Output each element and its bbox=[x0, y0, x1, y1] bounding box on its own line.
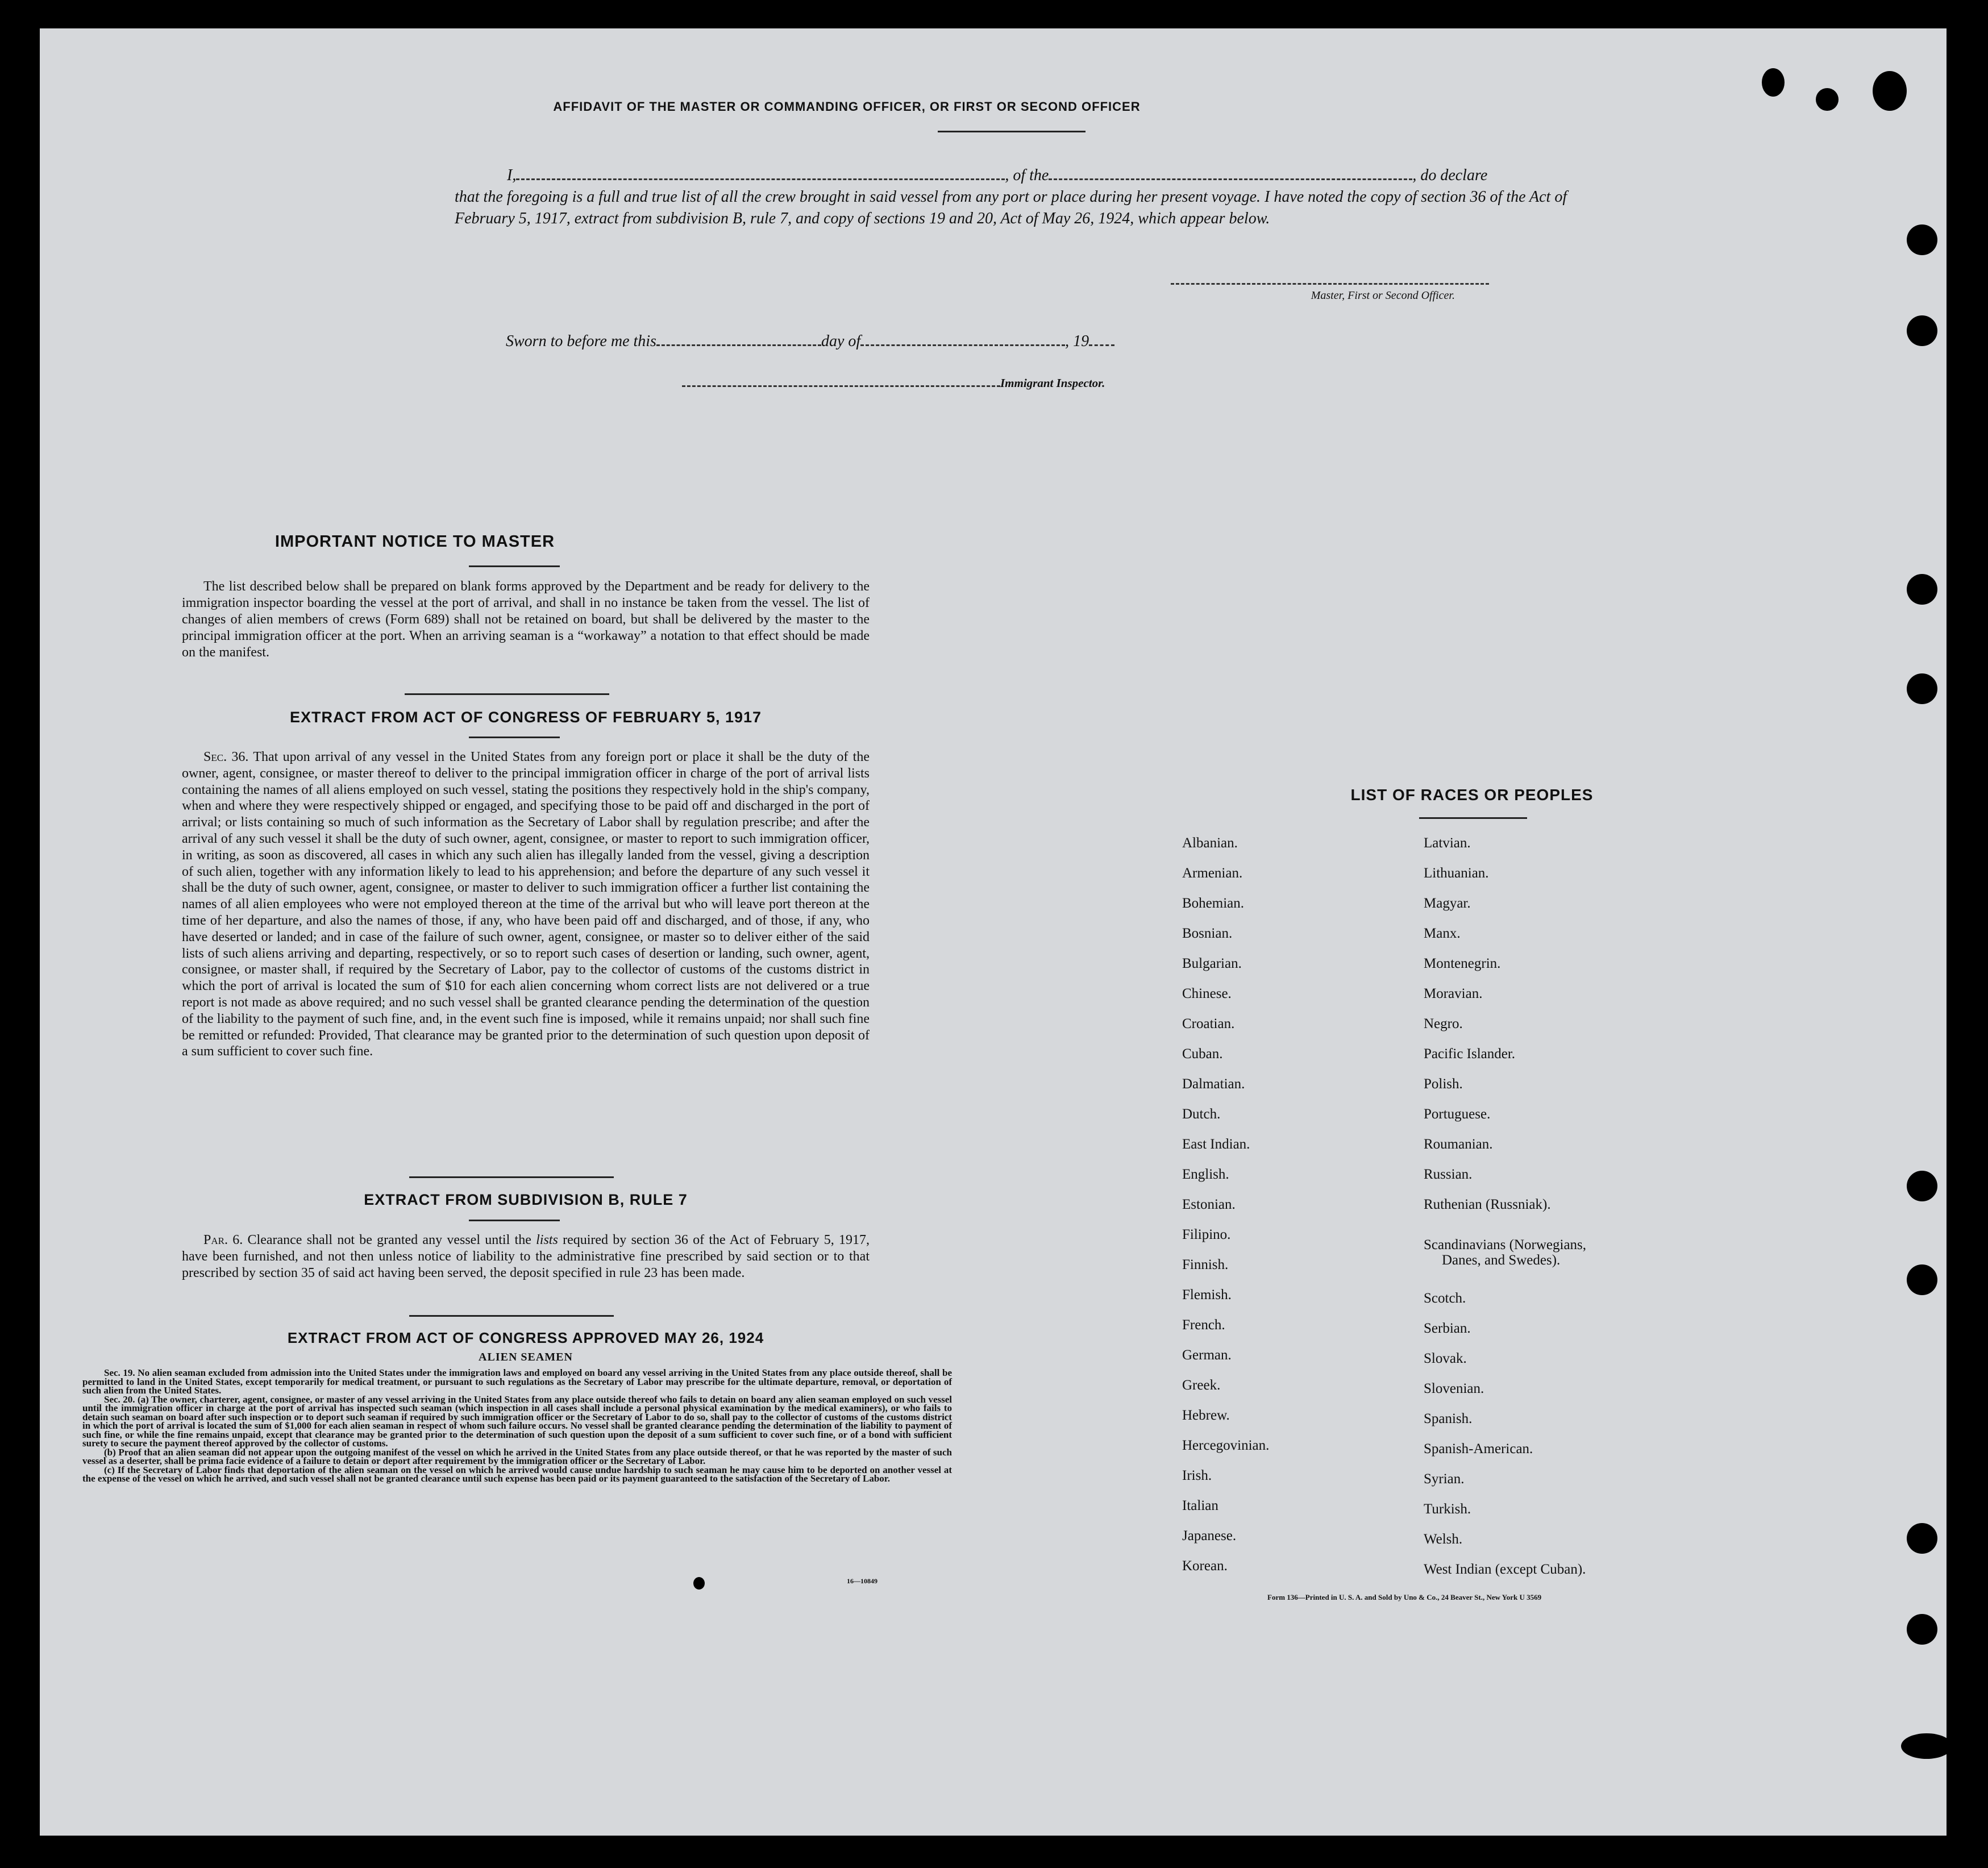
list-item: Spanish-American. bbox=[1424, 1441, 1533, 1457]
list-item: Irish. bbox=[1182, 1468, 1212, 1483]
list-item: Polish. bbox=[1424, 1076, 1463, 1092]
extract-1924-heading: EXTRACT FROM ACT OF CONGRESS APPROVED MAY 26, 1924 bbox=[287, 1329, 764, 1346]
extract-1924-text: Sec. 19. No alien seaman excluded from admission into the United States under the immigration laws and employed on board any vessel arriving in the United States from any place outside thereof, shall be permitted to land in the United States, except temporarily for medical treatment, or pursuant to such regulations as the Secretary of Labor may prescribe for the ultimate departure, removal, or deportation of such alien from the United States. Sec. 20. (a) The owner, charterer, agent, consignee, or master of any vessel arriving in the United States from any place outside thereof who fails to detain on board any alien seaman employed on such vessel until the immigration officer in charge at the port of arrival has inspected such seaman (which inspection in all cases shall include a personal physical examination by the medical examiners), or who fails to detain such seaman on board after such inspection or to deport such seaman if required by such immigration officer or the Secretary of Labor to do so, shall pay to the collector of customs of the customs district in which the port of arrival is located the sum of $1,000 for each alien seaman in respect of whom such failure occurs. No vessel shall be granted clearance pending the determination of the liability to payment of such fine, or while the fine remains unpaid, except that clearance may be granted prior to the determination of such question upon the deposit of a sum sufficient to cover such fine, or of a bond with sufficient surety to secure the payment thereof approved by the collector of customs. (b) Proof that an alien seaman did not appear upon the outgoing manifest of the vessel on which he arrived in the United States from any place outside thereof, or that he was reported by the master of such vessel as a deserter, shall be prima facie evidence of a failure to detain or deport after requirement by the immigration officer or the Secretary of Labor. (c) If the Secretary of Labor finds that deportation of the alien seaman on the vessel on which he arrived would cause undue hardship to such seaman he may cause him to be deported on another vessel at the expense of the vessel on which he arrived, and such vessel shall not be granted clearance until such expense has been paid or its payment guaranteed to the satisfaction of the Secretary of Labor. bbox=[82, 1367, 952, 1484]
list-item: Albanian. bbox=[1182, 835, 1238, 851]
list-item: Flemish. bbox=[1182, 1287, 1232, 1303]
list-item: Chinese. bbox=[1182, 986, 1232, 1001]
list-item: West Indian (except Cuban). bbox=[1424, 1562, 1586, 1577]
list-item: Finnish. bbox=[1182, 1257, 1229, 1272]
alien-seamen-subheading: ALIEN SEAMEN bbox=[479, 1351, 573, 1363]
list-item: Slovak. bbox=[1424, 1351, 1467, 1366]
printer-footer: Form 136—Printed in U. S. A. and Sold by Uno & Co., 24 Beaver St., New York U 3569 bbox=[1267, 1593, 1542, 1601]
list-item: Syrian. bbox=[1424, 1471, 1465, 1487]
list-item: Armenian. bbox=[1182, 866, 1243, 881]
list-item: Serbian. bbox=[1424, 1321, 1471, 1336]
punch-hole bbox=[1907, 574, 1937, 605]
ink-stain bbox=[693, 1577, 705, 1590]
ink-stain bbox=[1901, 1733, 1952, 1759]
list-item: French. bbox=[1182, 1317, 1225, 1333]
list-item: Scandinavians (Norwegians, Danes, and Swedes). bbox=[1424, 1237, 1587, 1268]
master-signature-line: Master, First or Second Officer. bbox=[1171, 278, 1489, 302]
list-item: Cuban. bbox=[1182, 1046, 1223, 1062]
races-heading: LIST OF RACES OR PEOPLES bbox=[1350, 786, 1594, 804]
ink-stain bbox=[1816, 88, 1839, 111]
list-item: Croatian. bbox=[1182, 1016, 1235, 1031]
list-item: Hebrew. bbox=[1182, 1408, 1230, 1423]
list-item: Welsh. bbox=[1424, 1532, 1463, 1547]
rule7-heading: EXTRACT FROM SUBDIVISION B, RULE 7 bbox=[364, 1191, 688, 1208]
list-item: Filipino. bbox=[1182, 1227, 1231, 1242]
immigrant-inspector-line: Immigrant Inspector. bbox=[682, 376, 1105, 390]
divider bbox=[938, 131, 1086, 132]
list-item: Bulgarian. bbox=[1182, 956, 1242, 971]
divider bbox=[469, 565, 560, 567]
list-item: Roumanian. bbox=[1424, 1137, 1493, 1152]
list-item: Japanese. bbox=[1182, 1528, 1237, 1544]
extract-1917-text: Sec. 36. That upon arrival of any vessel in the United States from any foreign port or place it shall be the duty of the owner, agent, consignee, or master thereof to deliver to the principal immigration officer in charge of the port of arrival lists containing the names of all aliens employed on such vessel, stating the positions they respectively hold in the ship's company, when and where they were respectively shipped or engaged, and specifying those to be paid off and discharged in the port of arrival; or lists containing so much of such information as the Secretary of Labor shall by regulation prescribe; and after the arrival of any such vessel it shall be the duty of such owner, agent, consignee, or master to report to such immigration officer, in writing, as soon as discovered, all cases in which any such alien has illegally landed from the vessel, giving a description of such alien, together with any information likely to lead to his apprehension; and before the departure of any such vessel it shall be the duty of such owner, agent, consignee, or master to deliver to such immigration officer a further list containing the names of all alien employees who were not employed thereon at the time of the arrival but who will leave port thereon at the time of her departure, and also the names of those, if any, who have been paid off and discharged, and of those, if any, who have deserted or landed; and in case of the failure of such owner, agent, consignee, or master so to deliver either of the said lists of such aliens arriving and departing, respectively, or so to report such cases of desertion or landing, such owner, agent, consignee, or master shall, if required by the Secretary of Labor, pay to the collector of customs of the customs district in which the port of arrival is located the sum of $10 for each alien concerning whom correct lists are not delivered or a true report is not made as above required; and no such vessel shall be granted clearance pending the determination of the question of the liability to the payment of such fine, and, in the event such fine is imposed, while it remains unpaid; nor shall such fine be remitted or refunded: Provided, That clearance may be granted prior to the determination of such question upon deposit of a sum sufficient to cover such fine. bbox=[182, 750, 870, 1059]
list-item: German. bbox=[1182, 1347, 1232, 1363]
punch-hole bbox=[1907, 315, 1937, 346]
list-item: Pacific Islander. bbox=[1424, 1046, 1516, 1062]
list-item: Spanish. bbox=[1424, 1411, 1473, 1426]
list-item: Dutch. bbox=[1182, 1106, 1221, 1122]
list-item: Bohemian. bbox=[1182, 896, 1245, 911]
affidavit-text: that the foregoing is a full and true list of all the crew brought in said vessel from any port or place during her present voyage. I have noted the copy of section 36 of the Act of February 5, 1917, extract from subdivision B, rule 7, and copy of sections 19 and 20, Act of May 26, 1924, which appear below. bbox=[455, 188, 1567, 227]
divider bbox=[405, 693, 609, 695]
list-item: Italian bbox=[1182, 1498, 1218, 1513]
list-item: Slovenian. bbox=[1424, 1381, 1484, 1396]
notice-text: The list described below shall be prepared on blank forms approved by the Department and be ready for delivery to the immigration inspector boarding the vessel at the port of arrival, and shall in no instance be taken from the vessel. The list of changes of alien members of crews (Form 689) shall not be retained on board, but shall be delivered by the master to the principal immigration officer at the port. When an arriving seaman is a “workaway” a notation to that effect should be made on the manifest. bbox=[182, 579, 870, 660]
divider bbox=[409, 1315, 614, 1317]
list-item: East Indian. bbox=[1182, 1137, 1250, 1152]
ink-stain bbox=[1873, 71, 1907, 111]
list-item: Bosnian. bbox=[1182, 926, 1233, 941]
divider bbox=[469, 1220, 560, 1221]
punch-hole bbox=[1907, 224, 1937, 255]
list-item: Estonian. bbox=[1182, 1197, 1236, 1212]
punch-hole bbox=[1907, 1171, 1937, 1201]
list-item: Lithuanian. bbox=[1424, 866, 1489, 881]
notice-heading: IMPORTANT NOTICE TO MASTER bbox=[275, 532, 555, 551]
affidavit-title: AFFIDAVIT OF THE MASTER OR COMMANDING OFFICER, OR FIRST OR SECOND OFFICER bbox=[553, 99, 1141, 114]
list-item: Korean. bbox=[1182, 1558, 1228, 1574]
punch-hole bbox=[1907, 673, 1937, 704]
punch-hole bbox=[1907, 1264, 1937, 1295]
list-item: Latvian. bbox=[1424, 835, 1471, 851]
punch-hole bbox=[1907, 1523, 1937, 1554]
list-item: Greek. bbox=[1182, 1378, 1221, 1393]
rule7-text: Par. 6. Clearance shall not be granted any vessel until the lists required by section 36 of the Act of February 5, 1917, have been furnished, and not then unless notice of liability to the administrative fine prescribed by said section or to that prescribed by section 35 of said act having been served, the deposit specified in rule 23 has been made. bbox=[182, 1233, 870, 1280]
list-item: Ruthenian (Russniak). bbox=[1424, 1197, 1551, 1212]
races-list bbox=[1181, 835, 1692, 1586]
form-code: 16—10849 bbox=[847, 1577, 877, 1585]
affidavit-declaration: I, , of the , do declare that the foregoing is a full and true list of all the crew brought in said vessel from any port or place during her present voyage. I have noted the copy of section 36 of the Act of February 5, 1917, extract from subdivision B, rule 7, and copy of sections 19 and 20, Act of May 26, 1924, which appear below. bbox=[455, 165, 1625, 230]
divider bbox=[1419, 817, 1527, 819]
list-item: Turkish. bbox=[1424, 1501, 1471, 1517]
list-item: Russian. bbox=[1424, 1167, 1473, 1182]
list-item: Manx. bbox=[1424, 926, 1461, 941]
divider bbox=[469, 737, 560, 738]
sworn-line: Sworn to before me this day of , 19 bbox=[506, 332, 1114, 351]
list-item: Negro. bbox=[1424, 1016, 1463, 1031]
list-item: Portuguese. bbox=[1424, 1106, 1491, 1122]
list-item: Scotch. bbox=[1424, 1291, 1466, 1306]
ink-stain bbox=[1762, 68, 1785, 97]
list-item: Magyar. bbox=[1424, 896, 1471, 911]
list-item: Dalmatian. bbox=[1182, 1076, 1245, 1092]
punch-hole bbox=[1907, 1614, 1937, 1645]
list-item: Montenegrin. bbox=[1424, 956, 1501, 971]
form-page bbox=[40, 28, 1947, 1836]
divider bbox=[409, 1176, 614, 1178]
list-item: Hercegovinian. bbox=[1182, 1438, 1270, 1453]
list-item: English. bbox=[1182, 1167, 1229, 1182]
list-item: Moravian. bbox=[1424, 986, 1483, 1001]
extract-1917-heading: EXTRACT FROM ACT OF CONGRESS OF FEBRUARY 5, 1917 bbox=[289, 709, 762, 726]
